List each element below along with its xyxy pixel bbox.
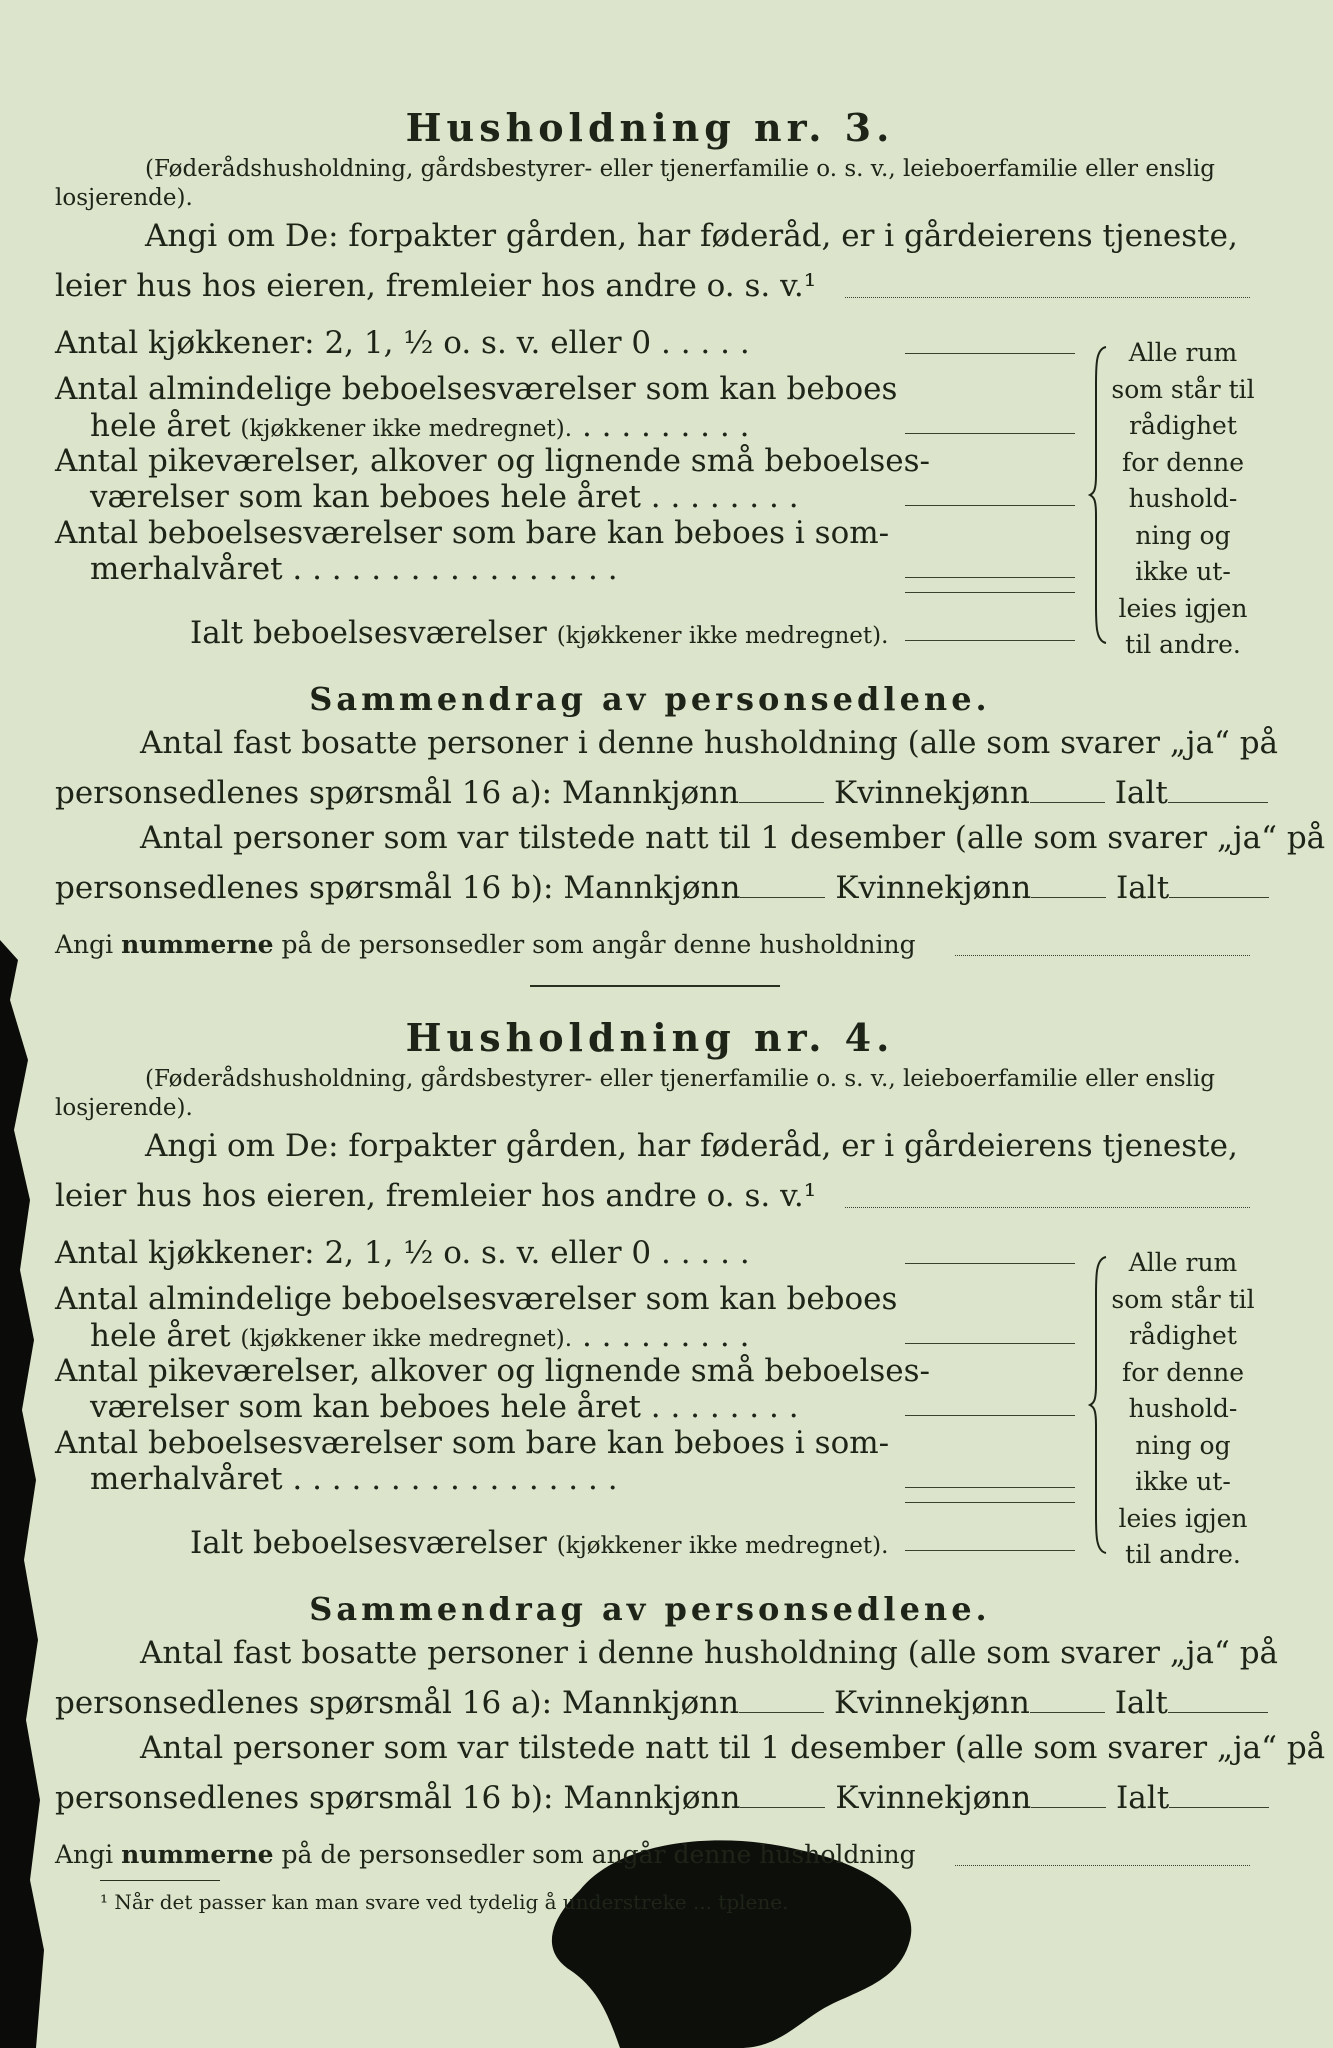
side-note: Alle rum som står til rådighet for denne hushold- ning og ikke ut- leies igjen til andre. bbox=[1111, 338, 1255, 659]
fast-row: personsedlenes spørsmål 16 a): Mannkjønn Kvinnekjønn Ialt bbox=[55, 1685, 1268, 1721]
ialt-label: Ialt beboelsesværelser (kjøkkener ikke medregnet). bbox=[190, 1525, 889, 1561]
household-subtitle: (Føderådshusholdning, gårdsbestyrer- eller tjenerfamilie o. s. v., leieboerfamilie eller enslig losjerende). bbox=[55, 156, 1215, 211]
angi-line-2: leier hus hos eieren, fremleier hos andre o. s. v.¹ bbox=[55, 268, 817, 304]
almindelige-label-2: hele året (kjøkkener ikke medregnet). . . . . . . . . . bbox=[90, 408, 750, 444]
fast-kvinne-field[interactable] bbox=[1030, 1712, 1105, 1713]
fast-kvinne-field[interactable] bbox=[1030, 802, 1105, 803]
angi-line-1: Angi om De: forpakter gården, har føderåd, er i gårdeierens tjeneste, bbox=[145, 1128, 1238, 1164]
tilstede-row: personsedlenes spørsmål 16 b): Mannkjønn Kvinnekjønn Ialt bbox=[55, 870, 1269, 906]
ialt-field[interactable] bbox=[905, 640, 1075, 641]
almindelige-label-2: hele året (kjøkkener ikke medregnet). . . . . . . . . . bbox=[90, 1318, 750, 1354]
kjokkener-field[interactable] bbox=[905, 1263, 1075, 1264]
fast-mann-field[interactable] bbox=[739, 1712, 824, 1713]
nummerne-label: Angi nummerne på de personsedler som angår denne husholdning bbox=[55, 1840, 916, 1869]
fast-ialt-field[interactable] bbox=[1168, 1712, 1268, 1713]
sum-rule bbox=[905, 1502, 1075, 1503]
pike-label-2: værelser som kan beboes hele året . . . . . . . . bbox=[90, 1389, 799, 1425]
almindelige-label-1: Antal almindelige beboelsesværelser som kan beboes bbox=[55, 1281, 898, 1317]
sommer-label-2: merhalvåret . . . . . . . . . . . . . . . . . bbox=[90, 551, 618, 587]
section-divider bbox=[530, 985, 780, 987]
tilstede-row: personsedlenes spørsmål 16 b): Mannkjønn Kvinnekjønn Ialt bbox=[55, 1780, 1269, 1816]
tilstede-label-1: Antal personer som var tilstede natt til 1 desember (alle som svarer „ja“ på bbox=[140, 820, 1326, 856]
tilstede-mann-field[interactable] bbox=[740, 1807, 825, 1808]
angi-line-2: leier hus hos eieren, fremleier hos andre o. s. v.¹ bbox=[55, 1178, 817, 1214]
pike-field[interactable] bbox=[905, 1415, 1075, 1416]
household-title: Husholdning nr. 4. bbox=[405, 1015, 895, 1060]
sommer-label-1: Antal beboelsesværelser som bare kan beboes i som- bbox=[55, 515, 890, 551]
nummerne-field[interactable] bbox=[955, 1865, 1250, 1866]
almindelige-label-1: Antal almindelige beboelsesværelser som kan beboes bbox=[55, 371, 898, 407]
summary-title: Sammendrag av personsedlene. bbox=[309, 1590, 991, 1628]
angi-line-1: Angi om De: forpakter gården, har føderåd, er i gårdeierens tjeneste, bbox=[145, 218, 1238, 254]
torn-edge bbox=[0, 940, 60, 2048]
kjokkener-field[interactable] bbox=[905, 353, 1075, 354]
tilstede-mann-field[interactable] bbox=[740, 897, 825, 898]
ialt-label: Ialt beboelsesværelser (kjøkkener ikke medregnet). bbox=[190, 615, 889, 651]
sum-rule bbox=[905, 592, 1075, 593]
pike-label-1: Antal pikeværelser, alkover og lignende små beboelses- bbox=[55, 443, 931, 479]
fast-row: personsedlenes spørsmål 16 a): Mannkjønn Kvinnekjønn Ialt bbox=[55, 775, 1268, 811]
summary-title: Sammendrag av personsedlene. bbox=[309, 680, 991, 718]
brace-icon bbox=[1088, 1255, 1110, 1555]
footnote-rule bbox=[100, 1880, 220, 1881]
tilstede-ialt-field[interactable] bbox=[1169, 897, 1269, 898]
ialt-field[interactable] bbox=[905, 1550, 1075, 1551]
pike-label-1: Antal pikeværelser, alkover og lignende små beboelses- bbox=[55, 1353, 931, 1389]
sommer-field[interactable] bbox=[905, 577, 1075, 578]
fast-label-1: Antal fast bosatte personer i denne husholdning (alle som svarer „ja“ på bbox=[140, 1635, 1279, 1671]
side-note: Alle rum som står til rådighet for denne hushold- ning og ikke ut- leies igjen til andre. bbox=[1111, 1248, 1255, 1569]
brace-icon bbox=[1088, 345, 1110, 645]
kjokkener-label: Antal kjøkkener: 2, 1, ½ o. s. v. eller 0 . . . . . bbox=[55, 325, 750, 361]
footnote: ¹ Når det passer kan man svare ved tydelig å understreke ... tplene. bbox=[100, 1890, 789, 1914]
sommer-field[interactable] bbox=[905, 1487, 1075, 1488]
pike-label-2: værelser som kan beboes hele året . . . . . . . . bbox=[90, 479, 799, 515]
sommer-label-1: Antal beboelsesværelser som bare kan beboes i som- bbox=[55, 1425, 890, 1461]
nummerne-field[interactable] bbox=[955, 955, 1250, 956]
fast-label-1: Antal fast bosatte personer i denne husholdning (alle som svarer „ja“ på bbox=[140, 725, 1279, 761]
tilstede-kvinne-field[interactable] bbox=[1031, 1807, 1106, 1808]
almindelige-field[interactable] bbox=[905, 433, 1075, 434]
kjokkener-label: Antal kjøkkener: 2, 1, ½ o. s. v. eller 0 . . . . . bbox=[55, 1235, 750, 1271]
nummerne-label: Angi nummerne på de personsedler som angår denne husholdning bbox=[55, 930, 916, 959]
angi-answer-field[interactable] bbox=[845, 1207, 1250, 1208]
tilstede-kvinne-field[interactable] bbox=[1031, 897, 1106, 898]
pike-field[interactable] bbox=[905, 505, 1075, 506]
fast-mann-field[interactable] bbox=[739, 802, 824, 803]
tilstede-ialt-field[interactable] bbox=[1169, 1807, 1269, 1808]
almindelige-field[interactable] bbox=[905, 1343, 1075, 1344]
angi-answer-field[interactable] bbox=[845, 297, 1250, 298]
sommer-label-2: merhalvåret . . . . . . . . . . . . . . . . . bbox=[90, 1461, 618, 1497]
fast-ialt-field[interactable] bbox=[1168, 802, 1268, 803]
household-subtitle: (Føderådshusholdning, gårdsbestyrer- eller tjenerfamilie o. s. v., leieboerfamilie eller enslig losjerende). bbox=[55, 1066, 1215, 1121]
tilstede-label-1: Antal personer som var tilstede natt til 1 desember (alle som svarer „ja“ på bbox=[140, 1730, 1326, 1766]
household-title: Husholdning nr. 3. bbox=[405, 105, 895, 150]
